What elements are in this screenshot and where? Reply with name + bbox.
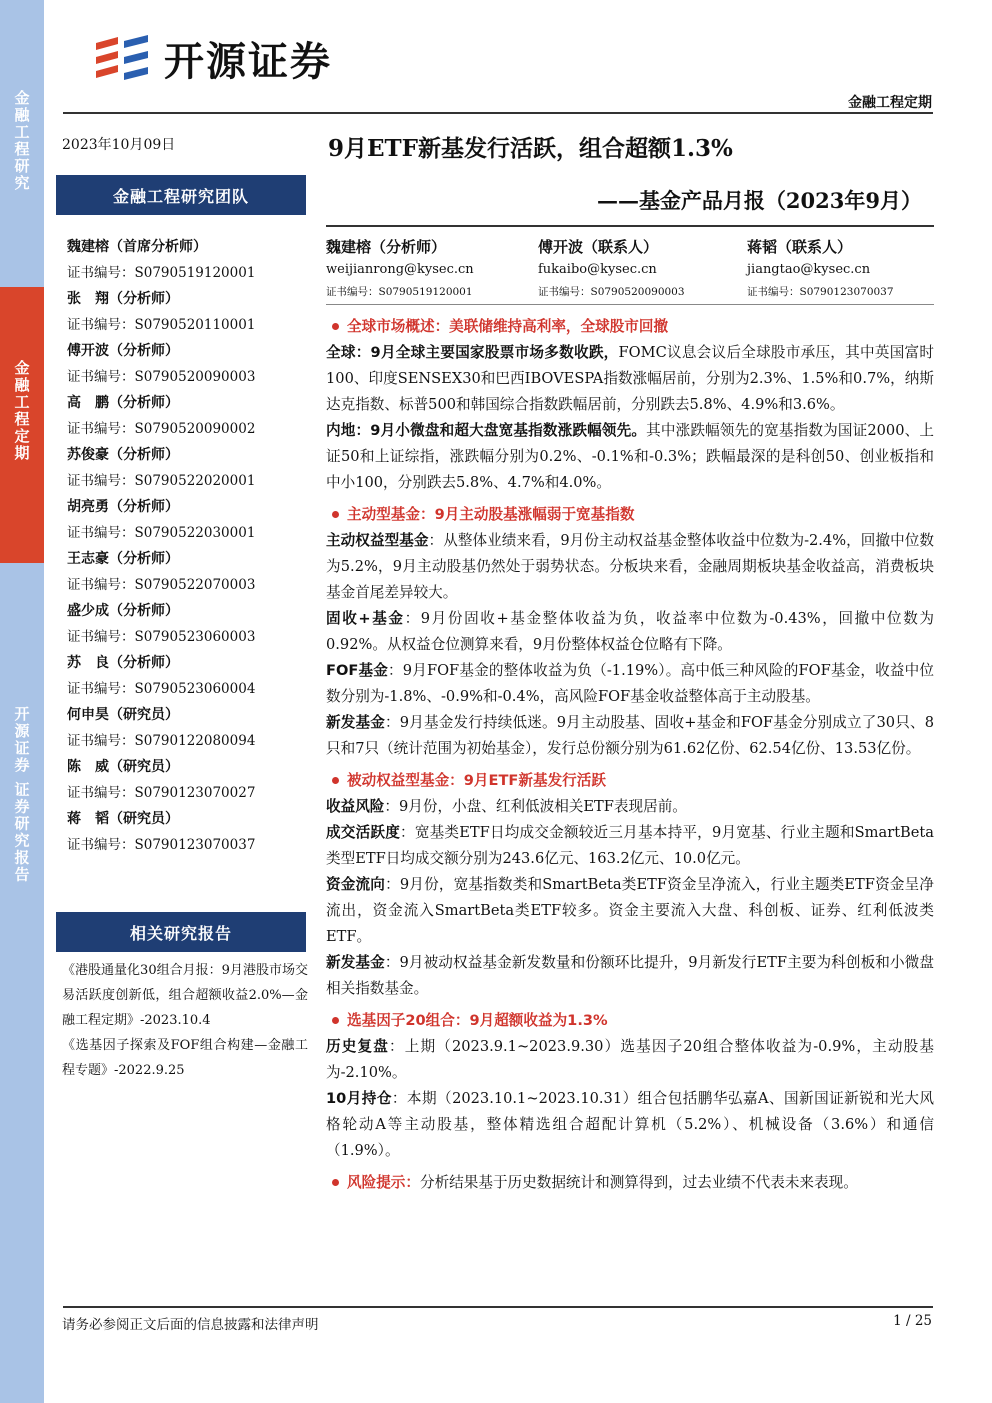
sidebar-label-periodic: 金融工程定期 bbox=[12, 360, 31, 462]
sidebar-label-brand: 开源证券 证券研究报告 bbox=[12, 706, 31, 884]
team-member-name: 魏建榕（首席分析师） bbox=[67, 239, 207, 255]
section-heading: 被动权益型基金：9月ETF新基发行活跃 bbox=[326, 768, 934, 794]
sidebar-label-research: 金融工程研究 bbox=[12, 90, 31, 192]
bullet-icon bbox=[332, 777, 339, 784]
paragraph: 历史复盘：上期（2023.9.1~2023.9.30）选基因子20组合整体收益为-0.9%，主动股基为-2.10%。 bbox=[326, 1038, 934, 1081]
team-member-name: 胡亮勇（分析师） bbox=[67, 499, 179, 515]
team-member-name: 何申昊（研究员） bbox=[67, 707, 179, 723]
team-list bbox=[67, 234, 307, 858]
team-member-name: 傅开波（分析师） bbox=[67, 343, 179, 359]
title-rule bbox=[326, 225, 934, 227]
paragraph: 成交活跃度：宽基类ETF日均成交金额较近三月基本持平，9月宽基、行业主题和SmartBeta类型ETF日均成交额分别为243.6亿元、163.2亿元、10.0亿元。 bbox=[326, 824, 934, 867]
team-member-name: 王志豪（分析师） bbox=[67, 551, 179, 567]
authors-rule bbox=[326, 304, 934, 305]
paragraph: 资金流向：9月份，宽基指数类和SmartBeta类ETF资金呈净流入，行业主题类ETF资金呈净流出，资金流入SmartBeta类ETF较多。资金主要流入大盘、科创板、证券、红利低波类ETF。 bbox=[326, 876, 934, 945]
author-cert: 证书编号：S0790123070037 bbox=[747, 286, 894, 298]
related-reports-list bbox=[62, 958, 308, 1083]
page-number: 1 / 25 bbox=[893, 1313, 932, 1329]
team-member-name: 苏 良（分析师） bbox=[67, 655, 179, 671]
author-cert: 证书编号：S0790519120001 bbox=[326, 286, 473, 298]
logo-mark-icon bbox=[92, 33, 154, 85]
team-member-cert: 证书编号：S0790520090003 bbox=[67, 369, 256, 385]
author-name: 蒋韬（联系人） bbox=[747, 238, 853, 256]
team-member-cert: 证书编号：S0790522070003 bbox=[67, 577, 256, 593]
team-member-cert: 证书编号：S0790123070027 bbox=[67, 785, 256, 801]
author-email[interactable]: jiangtao@kysec.cn bbox=[747, 262, 871, 277]
team-member-cert: 证书编号：S0790523060003 bbox=[67, 629, 256, 645]
team-member-cert: 证书编号：S0790122080094 bbox=[67, 733, 256, 749]
bullet-icon bbox=[332, 1179, 339, 1186]
author bbox=[747, 236, 894, 299]
summary-body bbox=[326, 314, 934, 1196]
section-heading: 主动型基金：9月主动股基涨幅弱于宽基指数 bbox=[326, 502, 934, 528]
team-member-cert: 证书编号：S0790522030001 bbox=[67, 525, 256, 541]
footer-rule bbox=[63, 1306, 933, 1308]
team-member-cert: 证书编号：S0790123070037 bbox=[67, 837, 256, 853]
author-cert: 证书编号：S0790520090003 bbox=[538, 286, 685, 298]
paragraph: 内地：9月小微盘和超大盘宽基指数涨跌幅领先。其中涨跌幅领先的宽基指数为国证2000、上证50和上证综指，涨跌幅分别为0.2%、-0.1%和-0.3%；跌幅最深的是科创50、创业板指和中小100，分别跌去5.8%、4.7%和4.0%。 bbox=[326, 422, 934, 491]
paragraph: 新发基金：9月基金发行持续低迷。9月主动股基、固收+基金和FOF基金分别成立了30只、8只和7只（统计范围为初始基金），发行总份额分别为61.62亿份、62.54亿份、13.53亿份。 bbox=[326, 714, 934, 757]
author bbox=[326, 236, 474, 299]
paragraph: 固收+基金：9月份固收+基金整体收益为负，收益率中位数为-0.43%，回撤中位数为0.92%。从权益仓位测算来看，9月份整体权益仓位略有下降。 bbox=[326, 610, 935, 653]
footer-disclaimer: 请务必参阅正文后面的信息披露和法律声明 bbox=[62, 1317, 319, 1333]
team-member-cert: 证书编号：S0790519120001 bbox=[67, 265, 256, 281]
related-report-link[interactable]: 《港股通量化30组合月报：9月港股市场交易活跃度创新低，组合超额收益2.0%—金融工程定期》-2023.10.4 bbox=[62, 963, 308, 1028]
author-email[interactable]: weijianrong@kysec.cn bbox=[326, 262, 474, 277]
paragraph: 新发基金：9月被动权益基金新发数量和份额环比提升，9月新发行ETF主要为科创板和小微盘相关指数基金。 bbox=[326, 954, 934, 997]
team-member-name: 张 翔（分析师） bbox=[67, 291, 179, 307]
report-title: 9月ETF新基发行活跃，组合超额1.3% bbox=[328, 135, 733, 162]
section-heading: 选基因子20组合：9月超额收益为1.3% bbox=[326, 1008, 934, 1034]
paragraph: FOF基金：9月FOF基金的整体收益为负（-1.19%）。高中低三种风险的FOF基金，收益中位数分别为-1.8%、-0.9%和-0.4%，高风险FOF基金收益整体高于主动股基。 bbox=[326, 662, 934, 705]
team-member-name: 蒋 韬（研究员） bbox=[67, 811, 179, 827]
logo-text: 开源证券 bbox=[164, 39, 332, 85]
authors-block bbox=[326, 236, 936, 302]
team-member-cert: 证书编号：S0790520090002 bbox=[67, 421, 256, 437]
paragraph: 主动权益型基金：从整体业绩来看，9月份主动权益基金整体收益中位数为-2.4%，回撤中位数为5.2%，9月主动股基仍然处于弱势状态。分板块来看，金融周期板块基金收益高，消费板块基金首尾差异较大。 bbox=[326, 532, 934, 601]
team-member-name: 盛少成（分析师） bbox=[67, 603, 179, 619]
author-email[interactable]: fukaibo@kysec.cn bbox=[538, 262, 657, 277]
brand-logo bbox=[92, 30, 332, 87]
team-member-name: 苏俊豪（分析师） bbox=[67, 447, 179, 463]
team-member-cert: 证书编号：S0790520110001 bbox=[67, 317, 256, 333]
bullet-icon bbox=[332, 1017, 339, 1024]
team-member-name: 陈 威（研究员） bbox=[67, 759, 179, 775]
doc-type: 金融工程定期 bbox=[848, 95, 932, 111]
risk-warning: 风险提示：分析结果基于历史数据统计和测算得到，过去业绩不代表未来表现。 bbox=[326, 1170, 934, 1196]
left-sidebar bbox=[0, 0, 44, 1403]
paragraph: 10月持仓：本期（2023.10.1~2023.10.31）组合包括鹏华弘嘉A、国新国证新锐和光大风格轮动A等主动股基，整体精选组合超配计算机（5.2%）、机械设备（3.6%）和通信（1.9%）。 bbox=[326, 1090, 934, 1159]
author-name: 魏建榕（分析师） bbox=[326, 238, 447, 256]
related-reports-heading: 相关研究报告 bbox=[56, 912, 306, 952]
paragraph: 全球：9月全球主要国家股票市场多数收跌，FOMC议息会议后全球股市承压，其中英国富时100、印度SENSEX30和巴西IBOVESPA指数涨幅居前，分别为2.3%、1.5%和0.7%，纳斯达克指数、标普500和韩国综合指数跌幅居前，分别跌去5.8%、4.9%和3.6%。 bbox=[326, 344, 934, 413]
team-member-cert: 证书编号：S0790523060004 bbox=[67, 681, 256, 697]
report-date: 2023年10月09日 bbox=[62, 137, 176, 153]
report-subtitle: ——基金产品月报（2023年9月） bbox=[596, 188, 922, 213]
bullet-icon bbox=[332, 323, 339, 330]
related-report-link[interactable]: 《选基因子探索及FOF组合构建—金融工程专题》-2022.9.25 bbox=[62, 1038, 308, 1078]
section-heading: 全球市场概述：美联储维持高利率，全球股市回撤 bbox=[326, 314, 934, 340]
team-member-cert: 证书编号：S0790522020001 bbox=[67, 473, 256, 489]
team-heading: 金融工程研究团队 bbox=[56, 175, 306, 215]
paragraph: 收益风险：9月份，小盘、红利低波相关ETF表现居前。 bbox=[326, 798, 687, 815]
bullet-icon bbox=[332, 511, 339, 518]
header-rule bbox=[63, 112, 933, 114]
author-name: 傅开波（联系人） bbox=[538, 238, 659, 256]
team-member-name: 高 鹏（分析师） bbox=[67, 395, 179, 411]
author bbox=[538, 236, 685, 299]
